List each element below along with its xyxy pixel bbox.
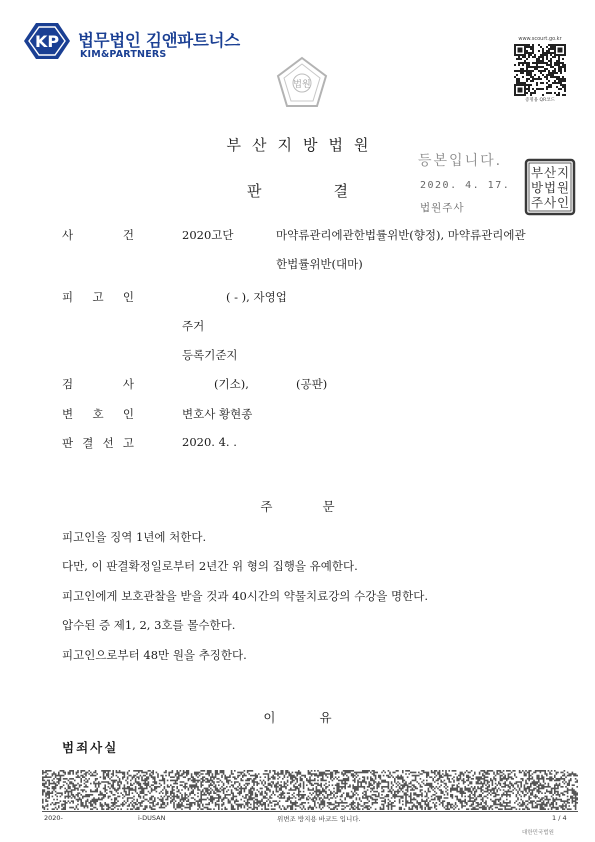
court-seal-icon	[276, 56, 328, 110]
qr-caption: 증명용 QR코드	[525, 98, 555, 103]
certified-copy-stamp-text: 등본입니다.	[418, 153, 503, 169]
label-char: 고	[92, 290, 104, 304]
seal-char-7: 주	[530, 195, 544, 210]
seal-char-3: 지	[556, 165, 570, 180]
label-char: 검	[62, 377, 74, 391]
qr-url: www.scourt.go.kr	[518, 36, 562, 42]
sentencing-date: 2020. 4. .	[182, 435, 237, 449]
order-section-title	[0, 497, 595, 515]
prosecutor-label	[62, 376, 134, 392]
prosecutor-indictment: (기소),	[214, 377, 249, 391]
qr-verification-block	[508, 36, 572, 103]
label-char: 인	[122, 290, 134, 304]
anti-forgery-barcode-icon	[42, 770, 578, 810]
defendant-registration: 등록기준지	[182, 348, 238, 362]
certified-copy-stamp-issuer: 법원주사	[420, 202, 465, 214]
order-line-3: 피고인에게 보호관찰을 받을 것과 40시간의 약물치료강의 수강을 명한다.	[62, 589, 429, 603]
seal-char-6: 원	[556, 180, 570, 195]
order-line-2: 다만, 이 판결확정일로부터 2년간 위 형의 집행을 유예한다.	[62, 559, 358, 573]
court-clerk-seal-icon	[524, 158, 576, 216]
document-title-right: 결	[333, 182, 348, 200]
footer-page-number: 1 / 4	[552, 814, 567, 822]
case-charges: 마약류관리에관한법률위반(향정), 마약류관리에관	[276, 228, 526, 242]
case-label	[62, 227, 134, 243]
reason-title-char-2: 유	[319, 710, 332, 725]
case-charges-continued: 한법률위반(대마)	[276, 257, 363, 271]
footer-court-mark: 대한민국법원	[522, 830, 554, 836]
label-char: 선	[102, 436, 114, 450]
order-title-char-1: 주	[260, 499, 273, 514]
label-char: 호	[92, 407, 104, 421]
seal-char-8: 사	[543, 195, 557, 210]
reason-title-char-1: 이	[263, 710, 276, 725]
seal-char-1: 부	[530, 165, 544, 180]
law-firm-name-korean: 법무법인 김앤파트너스	[78, 31, 240, 50]
footer-note: 위변조 방지용 바코드 입니다.	[277, 815, 361, 823]
label-char: 피	[62, 290, 74, 304]
certified-copy-stamp-date: 2020. 4. 17.	[420, 180, 511, 191]
label-char: 판	[62, 436, 74, 450]
reason-section-title	[0, 708, 595, 726]
label-char: 변	[62, 407, 74, 421]
defendant-info: ( - ), 자영업	[226, 290, 287, 304]
label-char: 결	[82, 436, 94, 450]
kp-emblem-icon	[20, 20, 74, 62]
sentencing-date-label	[62, 435, 134, 451]
emblem-letters: KP	[34, 32, 60, 51]
prosecutor-trial: (공판)	[296, 377, 328, 391]
law-firm-name-english: KIM&PARTNERS	[80, 49, 167, 60]
court-name: 부산지방법원	[226, 136, 380, 154]
case-number: 2020고단	[182, 228, 234, 242]
defense-counsel-label	[62, 406, 134, 422]
order-title-char-2: 문	[322, 499, 335, 514]
footer-case-number: 2020-	[44, 814, 63, 822]
qr-code-icon	[514, 44, 566, 96]
seal-char-4: 방	[530, 180, 544, 195]
court-seal-text: 법원	[293, 80, 311, 90]
label-char: 사	[122, 377, 134, 391]
seal-char-2: 산	[543, 165, 557, 180]
seal-char-5: 법	[543, 180, 557, 195]
label-char: 사	[62, 228, 74, 242]
defendant-residence: 주거	[182, 319, 205, 333]
label-char: 인	[122, 407, 134, 421]
order-line-5: 피고인으로부터 48만 원을 추징한다.	[62, 648, 247, 662]
footer-system: i-DUSAN	[138, 814, 166, 822]
criminal-facts-title: 범죄사실	[62, 740, 119, 755]
order-line-1: 피고인을 징역 1년에 처한다.	[62, 530, 207, 544]
defense-counsel: 변호사 황현종	[182, 407, 253, 421]
document-title-left: 판	[247, 182, 262, 200]
order-line-4: 압수된 증 제1, 2, 3호를 몰수한다.	[62, 618, 236, 632]
law-firm-logo	[20, 20, 240, 68]
seal-char-9: 인	[556, 195, 570, 210]
defendant-label	[62, 289, 134, 305]
label-char: 건	[122, 228, 134, 242]
page-footer	[42, 811, 578, 824]
label-char: 고	[122, 436, 134, 450]
